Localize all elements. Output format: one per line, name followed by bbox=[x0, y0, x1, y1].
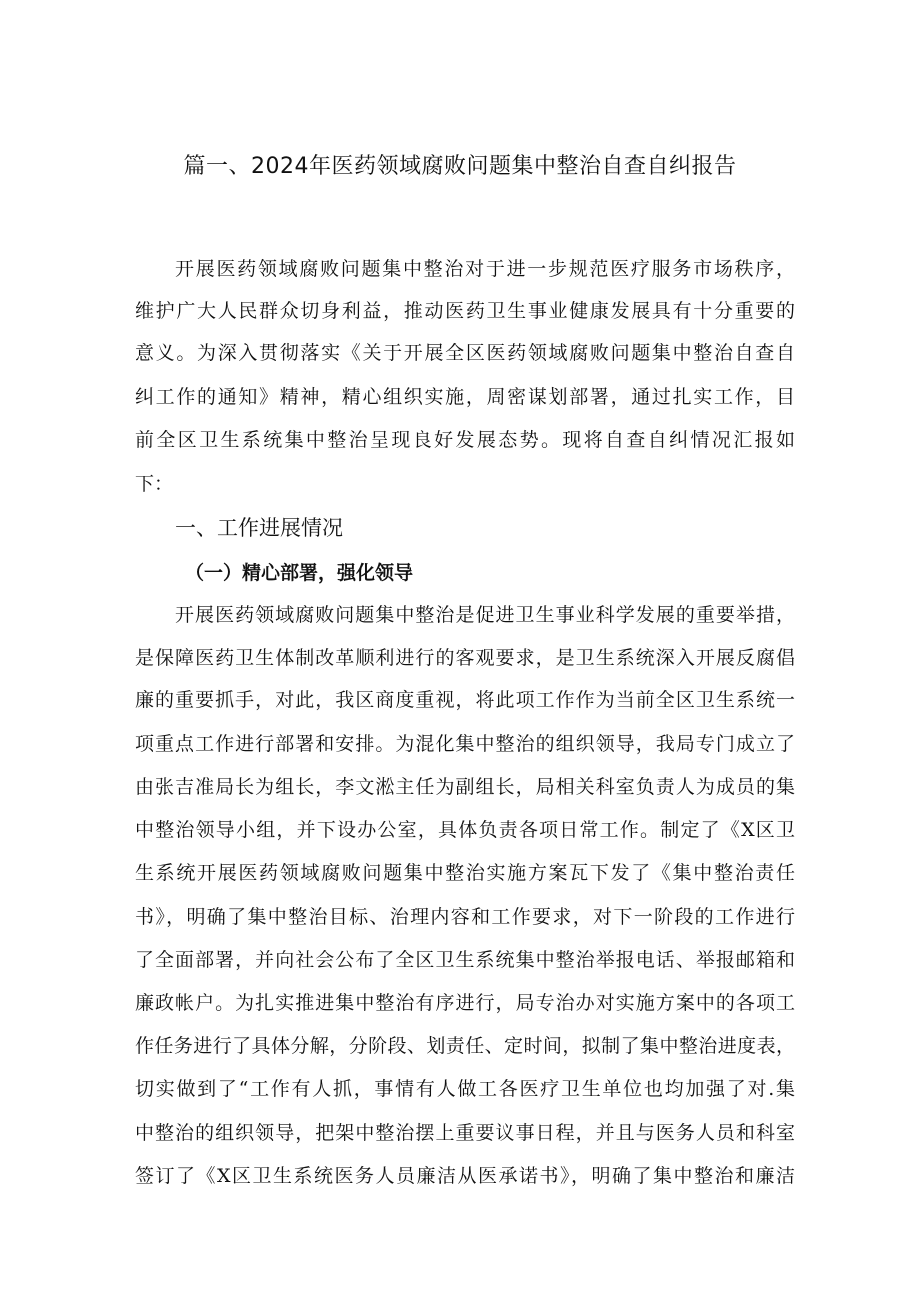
body-line: 切实做到了“工作有人抓，事情有人做工各医疗卫生单位也均加强了对.集 bbox=[135, 1078, 795, 1100]
body-line: 项重点工作进行部署和安排。为混化集中整治的组织领导，我局专门成立了 bbox=[135, 733, 795, 755]
intro-line: 意义。为深入贯彻落实《关于开展全区医药领域腐败问题集中整治自查自 bbox=[135, 342, 795, 364]
body-line: 中整治领导小组，并下设办公室，具体负责各项日常工作。制定了《X区卫 bbox=[135, 819, 795, 841]
document-title: 篇一、2024年医药领域腐败问题集中整治自查自纠报告 bbox=[183, 154, 737, 179]
body-line: 生系统开展医药领域腐败问题集中整治实施方案瓦下发了《集中整治责任 bbox=[135, 862, 795, 884]
body-line: 了全面部署，并向社会公布了全区卫生系统集中整治举报电话、举报邮箱和 bbox=[135, 949, 795, 971]
body-line: 中整治的组织领导，把架中整治摆上重要议事日程，并且与医务人员和科室 bbox=[135, 1122, 795, 1144]
body-line: 开展医药领域腐败问题集中整治是促进卫生事业科学发展的重要举措， bbox=[175, 604, 795, 626]
body-line: 是保障医药卫生体制改革顺利进行的客观要求，是卫生系统深入开展反腐倡 bbox=[135, 647, 795, 669]
body-line: 廉的重要抓手，对此，我区商度重视，将此项工作作为当前全区卫生系统一 bbox=[135, 689, 795, 711]
body-line: 廉政帐户。为扎实推进集中整治有序进行，局专治办对实施方案中的各项工 bbox=[135, 992, 795, 1014]
subsection-heading: （一）精心部署，强化领导 bbox=[185, 562, 414, 584]
intro-line: 前全区卫生系统集中整治呈现良好发展态势。现将自查自纠情况汇报如 bbox=[135, 429, 795, 451]
body-line: 签订了《X区卫生系统医务人员廉洁从医承诺书》，明确了集中整治和廉洁 bbox=[135, 1165, 795, 1187]
intro-line: 开展医药领域腐败问题集中整治对于进一步规范医疗服务市场秩序， bbox=[175, 258, 795, 280]
intro-line: 维护广大人民群众切身利益，推动医药卫生事业健康发展具有十分重要的 bbox=[135, 300, 795, 322]
body-line: 由张吉准局长为组长，李文淞主任为副组长，局相关科室负责人为成员的集 bbox=[135, 776, 795, 798]
body-line: 书》，明确了集中整治目标、治理内容和工作要求，对下一阶段的工作进行 bbox=[135, 906, 795, 928]
intro-line: 纠工作的通知》精神，精心组织实施，周密谋划部署，通过扎实工作，目 bbox=[135, 386, 795, 408]
section-heading: 一、工作进展情况 bbox=[175, 516, 343, 540]
body-line: 作任务进行了具体分解，分阶段、划责任、定时间，拟制了集中整治进度表， bbox=[135, 1035, 795, 1057]
intro-line: 下： bbox=[135, 473, 174, 495]
